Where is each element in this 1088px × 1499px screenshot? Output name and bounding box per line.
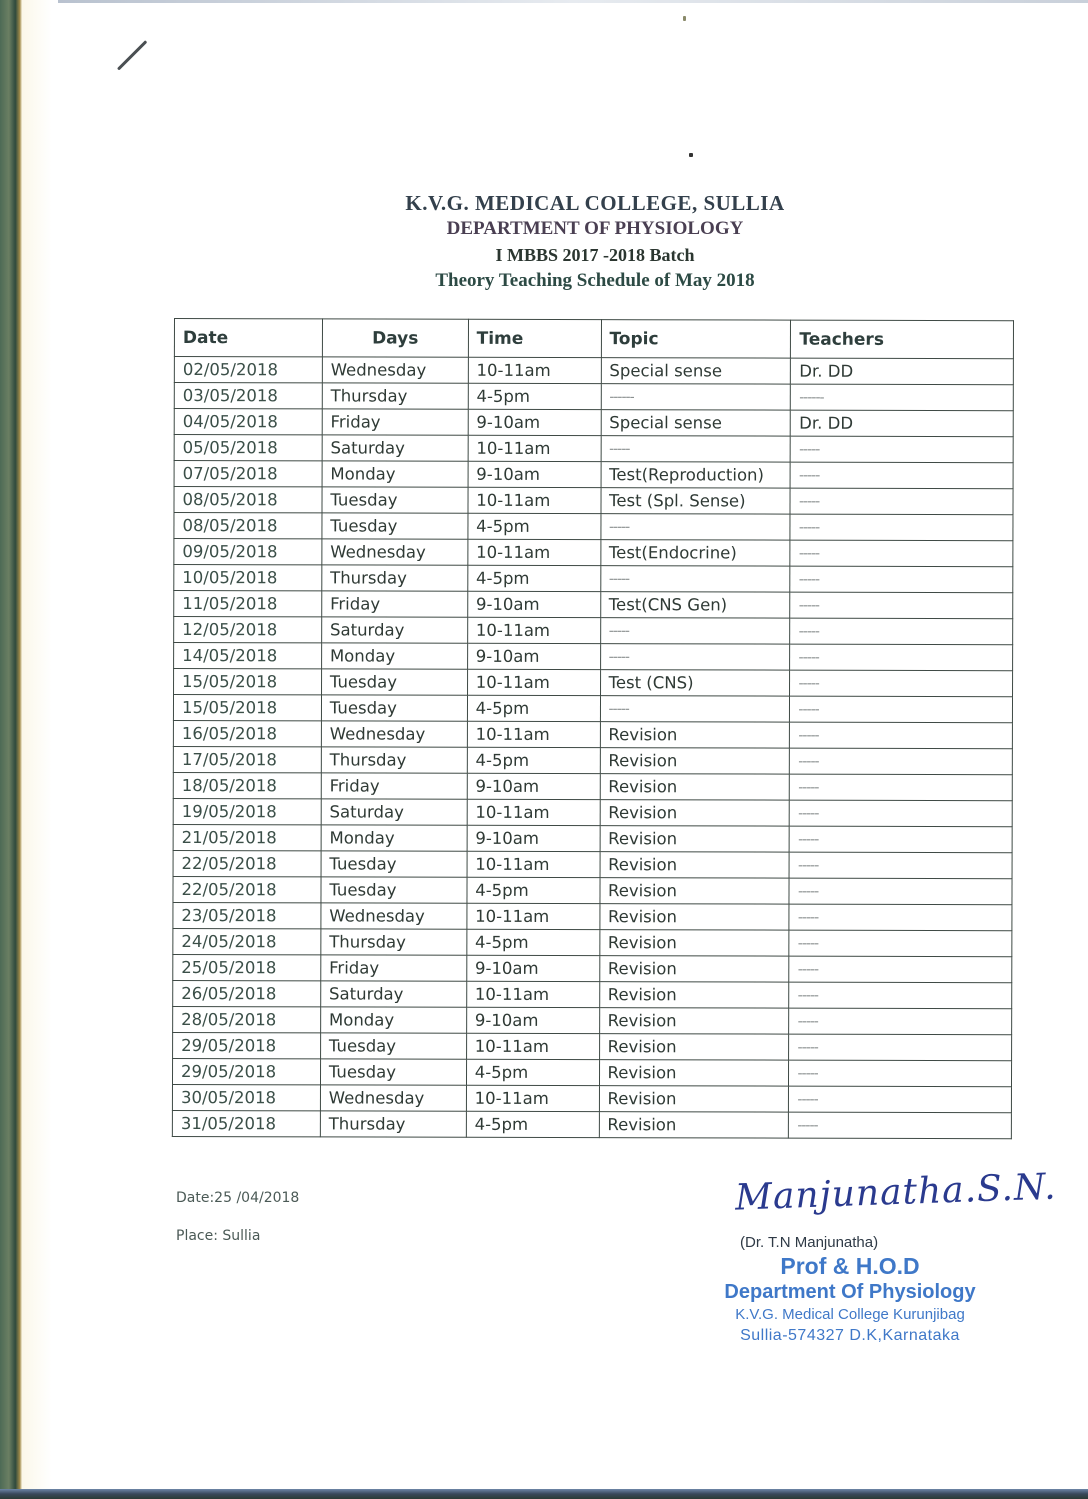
scan-edge-top <box>58 0 1088 3</box>
cell-time: 4-5pm <box>467 877 600 903</box>
table-row <box>173 850 1012 878</box>
schedule-table-body <box>172 357 1013 1139</box>
cell-time: 10-11am <box>466 1033 599 1059</box>
cell-teacher: ----- <box>790 514 1013 541</box>
cell-teacher: ----- <box>791 436 1014 463</box>
cell-day: Friday <box>321 773 467 799</box>
cell-time: 10-11am <box>467 799 600 825</box>
cell-time: 9-10am <box>466 1007 599 1033</box>
cell-teacher: ----- <box>789 956 1012 983</box>
table-row <box>174 409 1013 437</box>
issue-place: Place: Sullia <box>176 1228 261 1244</box>
cell-teacher: ----- <box>789 904 1012 931</box>
table-row <box>174 617 1013 645</box>
scan-speck <box>683 16 686 21</box>
cell-date: 10/05/2018 <box>174 565 322 591</box>
cell-topic: Revision <box>600 774 790 800</box>
cell-date: 24/05/2018 <box>173 928 321 954</box>
table-row <box>173 954 1012 982</box>
cell-day: Tuesday <box>321 669 467 695</box>
cell-teacher: ----- <box>789 982 1012 1009</box>
table-row <box>172 1110 1011 1138</box>
schedule-title: Theory Teaching Schedule of May 2018 <box>435 270 755 291</box>
cell-teacher: ----- <box>790 826 1013 853</box>
issue-date: Date:25 /04/2018 <box>176 1190 300 1206</box>
cell-time: 4-5pm <box>467 929 600 955</box>
table-row <box>173 1006 1012 1034</box>
table-row <box>172 1084 1011 1112</box>
cell-teacher: ----- <box>790 800 1013 827</box>
cell-time: 10-11am <box>468 357 601 383</box>
cell-date: 02/05/2018 <box>174 357 322 383</box>
cell-topic: Revision <box>599 1086 789 1112</box>
cell-date: 08/05/2018 <box>174 487 322 513</box>
schedule-table <box>172 318 1014 1139</box>
cell-topic: Test(Endocrine) <box>600 540 790 566</box>
cell-topic: Revision <box>600 748 790 774</box>
cell-topic: Test(Reproduction) <box>601 462 791 488</box>
cell-teacher: ----- <box>789 1008 1012 1035</box>
college-name: K.V.G. MEDICAL COLLEGE, SULLIA <box>405 191 785 215</box>
table-row <box>174 487 1013 515</box>
cell-day: Monday <box>321 825 467 851</box>
cell-date: 03/05/2018 <box>174 383 322 409</box>
cell-time: 4-5pm <box>467 565 600 591</box>
cell-date: 29/05/2018 <box>173 1032 321 1058</box>
cell-day: Friday <box>321 955 467 981</box>
cell-topic: Special sense <box>601 410 791 436</box>
handwritten-signature: Manjunatha.S.N. <box>734 1166 1058 1219</box>
cell-time: 9-10am <box>467 591 600 617</box>
cell-date: 28/05/2018 <box>173 1006 321 1032</box>
footer-info <box>176 1190 299 1266</box>
stamp-department: Department Of Physiology <box>724 1281 976 1303</box>
cell-teacher: Dr. DD <box>791 410 1014 437</box>
cell-teacher: ----- <box>789 1112 1012 1139</box>
column-header-days: Days <box>322 319 468 357</box>
stamp-address-line-2: Sullia-574327 D.K,Karnataka <box>740 1327 960 1344</box>
cell-day: Tuesday <box>321 877 467 903</box>
table-row <box>174 357 1013 385</box>
cell-date: 16/05/2018 <box>173 720 321 746</box>
cell-teacher: ----- <box>790 644 1013 671</box>
stamp-address-line-1: K.V.G. Medical College Kurunjibag <box>735 1306 965 1323</box>
cell-day: Wednesday <box>322 357 468 383</box>
stamp-role: Prof & H.O.D <box>780 1253 920 1279</box>
table-row <box>173 824 1012 852</box>
cell-teacher: ----- <box>790 722 1013 749</box>
cell-time: 10-11am <box>467 851 600 877</box>
cell-time: 10-11am <box>467 617 600 643</box>
cell-topic: Revision <box>599 1034 789 1060</box>
cell-teacher: ----- <box>789 1060 1012 1087</box>
cell-day: Friday <box>322 591 468 617</box>
cell-time: 4-5pm <box>467 747 600 773</box>
cell-topic: Revision <box>599 1112 789 1138</box>
cell-date: 26/05/2018 <box>173 980 321 1006</box>
cell-topic: ----- <box>600 566 790 592</box>
cell-time: 4-5pm <box>466 1111 599 1137</box>
cell-time: 4-5pm <box>468 383 601 409</box>
table-row <box>174 513 1013 541</box>
cell-date: 15/05/2018 <box>174 669 322 695</box>
cell-day: Tuesday <box>320 1059 466 1085</box>
cell-day: Wednesday <box>320 1085 466 1111</box>
cell-topic: ----- <box>601 436 791 462</box>
cell-topic: ----- <box>600 644 790 670</box>
table-row <box>173 928 1012 956</box>
cell-day: Wednesday <box>321 903 467 929</box>
scan-speck <box>689 153 693 157</box>
signatory-name: (Dr. T.N Manjunatha) <box>740 1234 879 1251</box>
cell-day: Thursday <box>321 747 467 773</box>
cell-day: Tuesday <box>320 1033 466 1059</box>
table-row <box>174 565 1013 593</box>
cell-time: 9-10am <box>466 955 599 981</box>
cell-time: 10-11am <box>467 669 600 695</box>
cell-topic: Test(CNS Gen) <box>600 592 790 618</box>
table-row <box>172 1058 1011 1086</box>
cell-teacher: ----- <box>790 540 1013 567</box>
cell-day: Friday <box>322 409 468 435</box>
cell-topic: Revision <box>600 852 790 878</box>
cell-time: 9-10am <box>468 461 601 487</box>
cell-date: 12/05/2018 <box>174 617 322 643</box>
cell-time: 10-11am <box>467 903 600 929</box>
scan-edge-bottom <box>0 1489 1088 1499</box>
document-header <box>300 190 890 294</box>
cell-day: Wednesday <box>322 539 468 565</box>
cell-teacher: ----- <box>790 618 1013 645</box>
table-row <box>173 798 1012 826</box>
cell-date: 21/05/2018 <box>173 824 321 850</box>
cell-date: 07/05/2018 <box>174 461 322 487</box>
cell-day: Tuesday <box>322 487 468 513</box>
cell-time: 10-11am <box>466 981 599 1007</box>
cell-teacher: ----- <box>789 930 1012 957</box>
cell-day: Tuesday <box>321 851 467 877</box>
cell-day: Saturday <box>321 799 467 825</box>
cell-time: 10-11am <box>467 721 600 747</box>
cell-date: 19/05/2018 <box>173 798 321 824</box>
cell-topic: ----- <box>600 618 790 644</box>
cell-time: 9-10am <box>468 409 601 435</box>
cell-date: 17/05/2018 <box>173 746 321 772</box>
cell-teacher: ----- <box>790 670 1013 697</box>
cell-topic: Revision <box>600 826 790 852</box>
cell-day: Monday <box>320 1007 466 1033</box>
table-row <box>173 746 1012 774</box>
cell-date: 11/05/2018 <box>174 591 322 617</box>
table-row <box>173 876 1012 904</box>
cell-topic: ------ <box>601 384 791 410</box>
cell-date: 22/05/2018 <box>173 876 321 902</box>
cell-teacher: ----- <box>789 1086 1012 1113</box>
table-row <box>173 772 1012 800</box>
cell-date: 31/05/2018 <box>172 1110 320 1136</box>
table-row <box>174 669 1013 697</box>
cell-topic: Revision <box>599 878 789 904</box>
cell-teacher: ----- <box>790 592 1013 619</box>
cell-day: Thursday <box>321 929 467 955</box>
cell-topic: Revision <box>599 904 789 930</box>
cell-teacher: ----- <box>790 566 1013 593</box>
cell-time: 4-5pm <box>466 1059 599 1085</box>
cell-topic: Revision <box>599 930 789 956</box>
cell-day: Wednesday <box>321 721 467 747</box>
table-row <box>174 643 1013 671</box>
cell-teacher: ------ <box>791 384 1014 411</box>
cell-date: 22/05/2018 <box>173 850 321 876</box>
cell-date: 09/05/2018 <box>174 539 322 565</box>
cell-day: Saturday <box>322 435 468 461</box>
cell-time: 9-10am <box>467 825 600 851</box>
table-row <box>173 720 1012 748</box>
cell-date: 25/05/2018 <box>173 954 321 980</box>
cell-topic: Revision <box>599 982 789 1008</box>
cell-topic: ----- <box>600 514 790 540</box>
cell-topic: Test (CNS) <box>600 670 790 696</box>
cell-time: 10-11am <box>468 539 601 565</box>
cell-time: 4-5pm <box>468 513 601 539</box>
cell-teacher: ----- <box>789 852 1012 879</box>
cell-date: 05/05/2018 <box>174 435 322 461</box>
cell-date: 18/05/2018 <box>173 772 321 798</box>
batch-title: I MBBS 2017 -2018 Batch <box>495 245 695 265</box>
column-header-topic: Topic <box>601 320 791 358</box>
column-header-time: Time <box>468 319 601 357</box>
cell-date: 30/05/2018 <box>172 1084 320 1110</box>
cell-time: 10-11am <box>466 1085 599 1111</box>
cell-date: 08/05/2018 <box>174 513 322 539</box>
cell-time: 9-10am <box>467 773 600 799</box>
cell-teacher: Dr. DD <box>791 358 1014 385</box>
cell-topic: Revision <box>599 1008 789 1034</box>
table-row <box>174 383 1013 411</box>
cell-day: Thursday <box>322 383 468 409</box>
cell-teacher: ----- <box>791 462 1014 489</box>
cell-day: Tuesday <box>321 695 467 721</box>
hod-stamp <box>695 1234 1005 1347</box>
cell-day: Monday <box>322 461 468 487</box>
cell-topic: ----- <box>600 696 790 722</box>
cell-teacher: ----- <box>790 774 1013 801</box>
cell-teacher: ----- <box>790 748 1013 775</box>
cell-date: 04/05/2018 <box>174 409 322 435</box>
cell-date: 29/05/2018 <box>172 1058 320 1084</box>
table-row <box>174 435 1013 463</box>
table-row <box>173 980 1012 1008</box>
cell-date: 15/05/2018 <box>173 695 321 721</box>
cell-day: Saturday <box>321 617 467 643</box>
cell-topic: Special sense <box>601 358 791 384</box>
cell-time: 10-11am <box>468 435 601 461</box>
cell-day: Thursday <box>320 1111 466 1137</box>
cell-teacher: ----- <box>790 696 1013 723</box>
cell-time: 4-5pm <box>467 695 600 721</box>
cell-day: Tuesday <box>322 513 468 539</box>
cell-topic: Test (Spl. Sense) <box>601 488 791 514</box>
table-row <box>173 695 1012 723</box>
table-row <box>173 902 1012 930</box>
scan-edge-left <box>0 0 22 1499</box>
cell-date: 23/05/2018 <box>173 902 321 928</box>
department-name: DEPARTMENT OF PHYSIOLOGY <box>446 218 744 239</box>
scan-edge-shadow <box>22 0 52 1499</box>
cell-date: 14/05/2018 <box>174 643 322 669</box>
table-row <box>174 591 1013 619</box>
cell-time: 9-10am <box>467 643 600 669</box>
cell-teacher: ----- <box>789 1034 1012 1061</box>
table-row <box>174 461 1013 489</box>
table-row <box>174 539 1013 567</box>
cell-topic: Revision <box>600 800 790 826</box>
cell-day: Thursday <box>322 565 468 591</box>
cell-day: Saturday <box>321 981 467 1007</box>
column-header-date: Date <box>174 319 322 357</box>
cell-time: 10-11am <box>468 487 601 513</box>
table-row <box>173 1032 1012 1060</box>
table-header-row <box>174 319 1013 359</box>
cell-topic: Revision <box>599 1060 789 1086</box>
pen-mark <box>117 40 147 70</box>
cell-topic: Revision <box>600 722 790 748</box>
column-header-teachers: Teachers <box>791 320 1014 359</box>
cell-teacher: ----- <box>789 878 1012 905</box>
cell-topic: Revision <box>599 956 789 982</box>
cell-day: Monday <box>321 643 467 669</box>
cell-teacher: ----- <box>790 488 1013 515</box>
